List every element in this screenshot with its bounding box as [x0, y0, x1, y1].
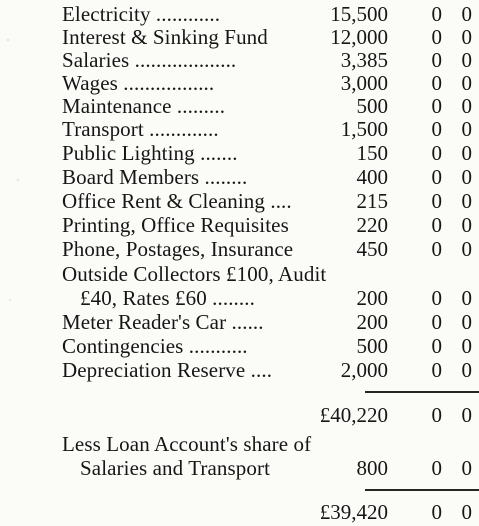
expense-label: Transport ............. — [62, 117, 219, 141]
less-label: Salaries and Transport — [80, 456, 271, 480]
expense-pence: 0 — [461, 48, 472, 72]
expense-row-salaries — [0, 48, 479, 72]
expense-pence: 0 — [461, 94, 472, 118]
expense-pence: 0 — [461, 334, 472, 358]
expense-shillings: 0 — [431, 117, 442, 141]
expense-row-printing-office-requisites — [0, 213, 479, 237]
expense-shillings: 0 — [431, 94, 442, 118]
expense-shillings: 0 — [431, 189, 442, 213]
expense-row-wages — [0, 71, 479, 95]
expense-pence: 0 — [461, 358, 472, 382]
expense-label: Maintenance ......... — [62, 94, 226, 118]
expense-amount-pounds: 3,000 — [340, 71, 388, 95]
expense-label: Outside Collectors £100, Audit — [62, 262, 327, 286]
expense-pence: 0 — [461, 2, 472, 26]
expense-label: Wages ................. — [62, 71, 215, 95]
expense-amount-pounds: 220 — [356, 213, 388, 237]
expense-row-phone-postages-insurance — [0, 237, 479, 261]
expense-amount-pounds: 200 — [356, 310, 388, 334]
expense-amount-pounds: 1,500 — [340, 117, 388, 141]
expense-shillings: 0 — [431, 213, 442, 237]
expense-amount-pounds: 200 — [356, 286, 388, 310]
expense-amount-pounds: 400 — [356, 165, 388, 189]
expense-label: Interest & Sinking Fund — [62, 25, 268, 49]
subtotal-amount-pounds: £40,220 — [319, 403, 388, 427]
expense-label: Meter Reader's Car ...... — [62, 310, 264, 334]
expense-pence: 0 — [461, 71, 472, 95]
expense-amount-pounds: 450 — [356, 237, 388, 261]
expense-amount-pounds: 500 — [356, 334, 388, 358]
expense-pence: 0 — [461, 310, 472, 334]
expense-shillings: 0 — [431, 237, 442, 261]
expense-row-maintenance — [0, 94, 479, 118]
subtotal-rule — [365, 391, 479, 393]
expense-label: Phone, Postages, Insurance — [62, 237, 294, 261]
subtotal-pence: 0 — [461, 403, 472, 427]
expense-row-audit-rates — [0, 286, 479, 310]
expense-shillings: 0 — [431, 358, 442, 382]
total-row — [0, 500, 479, 524]
less-pence: 0 — [461, 456, 472, 480]
less-amount-pounds: 800 — [356, 456, 388, 480]
less-loan-account-row — [0, 432, 479, 456]
expense-row-contingencies — [0, 334, 479, 358]
expense-pence: 0 — [461, 213, 472, 237]
expense-shillings: 0 — [431, 2, 442, 26]
expense-row-public-lighting — [0, 141, 479, 165]
expense-row-depreciation-reserve — [0, 358, 479, 382]
expense-row-office-rent-cleaning — [0, 189, 479, 213]
expense-amount-pounds: 15,500 — [330, 2, 388, 26]
expense-amount-pounds: 500 — [356, 94, 388, 118]
expense-pence: 0 — [461, 286, 472, 310]
expense-row-board-members — [0, 165, 479, 189]
expense-row-meter-readers-car — [0, 310, 479, 334]
expense-shillings: 0 — [431, 165, 442, 189]
expense-amount-pounds: 215 — [356, 189, 388, 213]
expense-shillings: 0 — [431, 286, 442, 310]
expense-shillings: 0 — [431, 71, 442, 95]
expense-pence: 0 — [461, 189, 472, 213]
expense-amount-pounds: 150 — [356, 141, 388, 165]
expense-label: Office Rent & Cleaning .... — [62, 189, 292, 213]
expense-shillings: 0 — [431, 310, 442, 334]
expense-label: Printing, Office Requisites — [62, 213, 289, 237]
expense-label: Salaries ................... — [62, 48, 237, 72]
expense-row-electricity — [0, 2, 479, 26]
expense-row-outside-collectors — [0, 262, 479, 286]
salaries-transport-deduction-row — [0, 456, 479, 480]
total-amount-pounds: £39,420 — [319, 500, 388, 524]
expense-shillings: 0 — [431, 48, 442, 72]
expense-label: Board Members ........ — [62, 165, 248, 189]
expense-label: Public Lighting ....... — [62, 141, 238, 165]
expense-pence: 0 — [461, 165, 472, 189]
expense-pence: 0 — [461, 25, 472, 49]
expense-label: Electricity ............ — [62, 2, 221, 26]
expense-amount-pounds: 12,000 — [330, 25, 388, 49]
subtotal-shillings: 0 — [431, 403, 442, 427]
expense-pence: 0 — [461, 237, 472, 261]
less-label: Less Loan Account's share of — [62, 432, 312, 456]
total-shillings: 0 — [431, 500, 442, 524]
expense-label: £40, Rates £60 ........ — [80, 286, 255, 310]
total-pence: 0 — [461, 500, 472, 524]
expense-amount-pounds: 2,000 — [340, 358, 388, 382]
expense-shillings: 0 — [431, 334, 442, 358]
expense-amount-pounds: 3,385 — [340, 48, 388, 72]
expense-shillings: 0 — [431, 141, 442, 165]
total-rule — [365, 489, 479, 491]
less-shillings: 0 — [431, 456, 442, 480]
expense-pence: 0 — [461, 117, 472, 141]
expense-row-interest-sinking-fund — [0, 25, 479, 49]
expense-shillings: 0 — [431, 25, 442, 49]
expense-label: Contingencies ........... — [62, 334, 248, 358]
expense-row-transport — [0, 117, 479, 141]
expense-pence: 0 — [461, 141, 472, 165]
expense-label: Depreciation Reserve .... — [62, 358, 273, 382]
subtotal-row — [0, 403, 479, 427]
